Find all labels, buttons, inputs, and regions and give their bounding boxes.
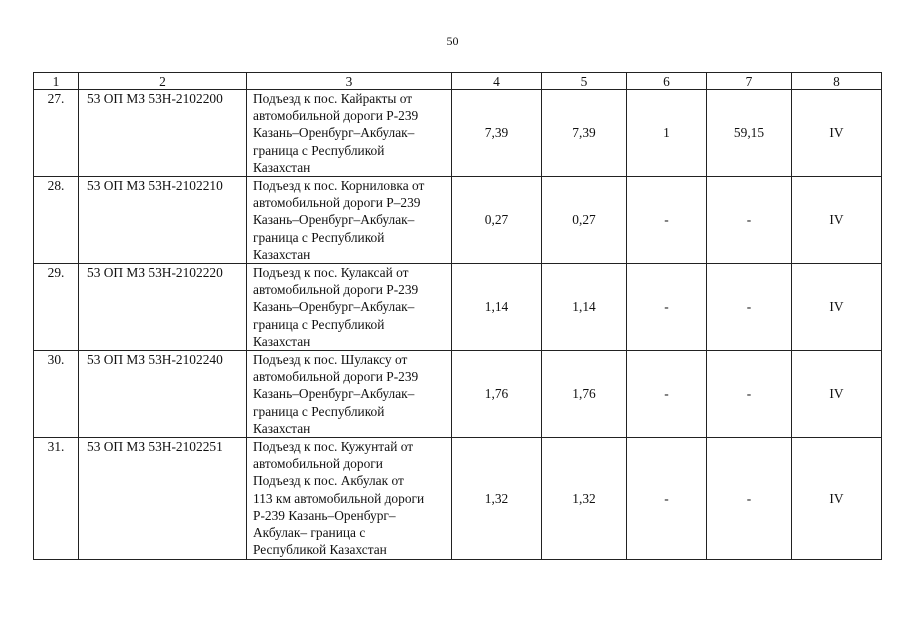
road-name-line: Подъезд к пос. Корниловка от (253, 178, 425, 194)
row-number: 27. (34, 90, 79, 177)
road-name (247, 264, 452, 351)
road-name-line: Подъезд к пос. Шулаксу от (253, 352, 408, 368)
roads-table (33, 72, 882, 560)
road-name-line: граница с Республикой (253, 229, 385, 245)
page-number: 50 (446, 34, 459, 48)
cell-col7: - (707, 351, 792, 438)
road-name-line: Казахстан (253, 420, 311, 436)
road-name-line: Казань–Оренбург–Акбулак– (253, 212, 415, 228)
row-number: 30. (34, 351, 79, 438)
road-name-line: граница с Республикой (253, 316, 385, 332)
road-name (247, 351, 452, 438)
column-header: 8 (792, 73, 882, 90)
road-id: 53 ОП МЗ 53Н-2102251 (79, 438, 247, 560)
column-header: 6 (627, 73, 707, 90)
road-name-line: Казань–Оренбург–Акбулак– (253, 125, 415, 141)
road-name-line: Казань–Оренбург–Акбулак– (253, 386, 415, 402)
table-row (34, 177, 882, 264)
road-name-line: Акбулак– граница с (253, 525, 366, 541)
cell-col6: - (627, 438, 707, 560)
cell-col5: 7,39 (542, 90, 627, 177)
row-number: 29. (34, 264, 79, 351)
cell-col8: IV (792, 438, 882, 560)
cell-col6: - (627, 351, 707, 438)
road-id: 53 ОП МЗ 53Н-2102200 (79, 90, 247, 177)
road-name-line: Казахстан (253, 333, 311, 349)
cell-col4: 7,39 (452, 90, 542, 177)
cell-col4: 1,14 (452, 264, 542, 351)
table-row (34, 438, 882, 560)
road-id: 53 ОП МЗ 53Н-2102210 (79, 177, 247, 264)
table-row (34, 264, 882, 351)
table-row (34, 90, 882, 177)
cell-col8: IV (792, 90, 882, 177)
road-name-line: Казахстан (253, 246, 311, 262)
road-name-line: Подъезд к пос. Кужунтай от (253, 439, 414, 455)
road-name-line: автомобильной дороги Р-239 (253, 282, 419, 298)
cell-col5: 1,14 (542, 264, 627, 351)
road-id: 53 ОП МЗ 53Н-2102240 (79, 351, 247, 438)
road-name-line: автомобильной дороги (253, 456, 383, 472)
road-id: 53 ОП МЗ 53Н-2102220 (79, 264, 247, 351)
cell-col6: - (627, 177, 707, 264)
column-header: 2 (79, 73, 247, 90)
column-header: 4 (452, 73, 542, 90)
road-name-line: Подъезд к пос. Акбулак от (253, 473, 404, 489)
cell-col8: IV (792, 351, 882, 438)
cell-col7: 59,15 (707, 90, 792, 177)
road-name-line: Р-239 Казань–Оренбург– (253, 507, 396, 523)
road-name-line: Республикой Казахстан (253, 542, 387, 558)
cell-col7: - (707, 264, 792, 351)
cell-col4: 1,76 (452, 351, 542, 438)
cell-col6: - (627, 264, 707, 351)
cell-col5: 0,27 (542, 177, 627, 264)
road-name-line: Казань–Оренбург–Акбулак– (253, 299, 415, 315)
header-row (34, 73, 882, 90)
cell-col5: 1,76 (542, 351, 627, 438)
column-header: 5 (542, 73, 627, 90)
cell-col8: IV (792, 177, 882, 264)
cell-col6: 1 (627, 90, 707, 177)
cell-col5: 1,32 (542, 438, 627, 560)
row-number: 31. (34, 438, 79, 560)
road-name-line: граница с Республикой (253, 403, 385, 419)
column-header: 1 (34, 73, 79, 90)
road-name (247, 438, 452, 560)
road-name (247, 90, 452, 177)
cell-col7: - (707, 177, 792, 264)
column-header: 3 (247, 73, 452, 90)
cell-col8: IV (792, 264, 882, 351)
column-header: 7 (707, 73, 792, 90)
road-name-line: автомобильной дороги Р-239 (253, 369, 419, 385)
road-name-line: автомобильной дороги Р–239 (253, 195, 421, 211)
cell-col4: 0,27 (452, 177, 542, 264)
road-name-line: граница с Республикой (253, 142, 385, 158)
road-name (247, 177, 452, 264)
road-name-line: Подъезд к пос. Кайракты от (253, 91, 413, 106)
road-name-line: автомобильной дороги Р-239 (253, 108, 419, 124)
cell-col4: 1,32 (452, 438, 542, 560)
road-name-line: Подъезд к пос. Кулаксай от (253, 265, 409, 281)
table-row (34, 351, 882, 438)
road-name-line: Казахстан (253, 159, 311, 175)
row-number: 28. (34, 177, 79, 264)
cell-col7: - (707, 438, 792, 560)
road-name-line: 113 км автомобильной дороги (253, 490, 425, 506)
